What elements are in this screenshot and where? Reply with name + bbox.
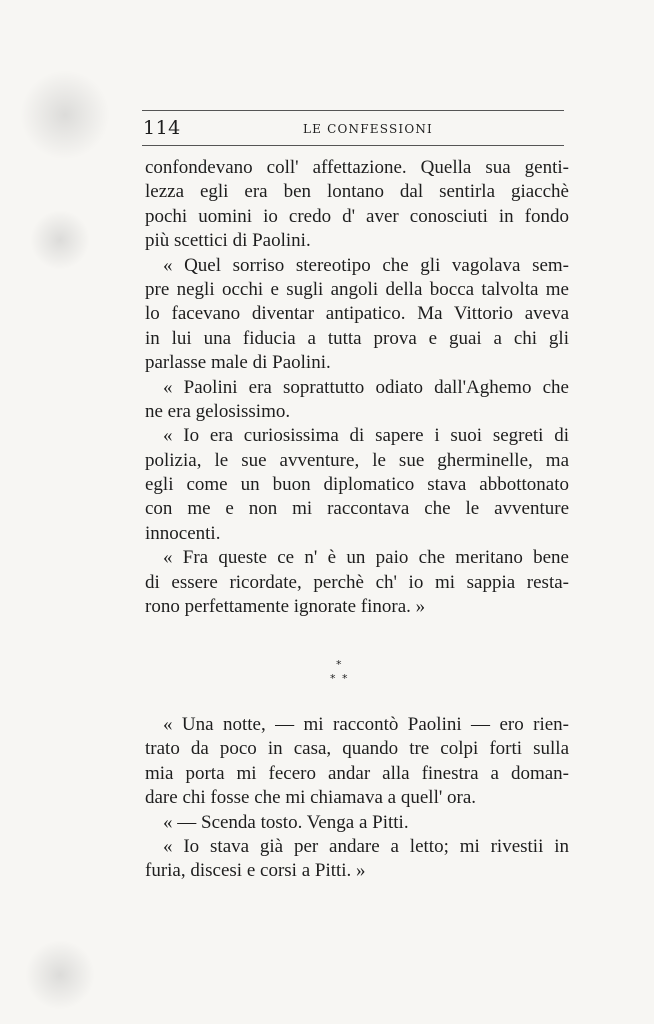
asterism-star: * <box>342 672 348 685</box>
header-top-rule <box>142 110 564 111</box>
text-line: polizia, le sue avventure, le sue gherminelle, ma <box>145 449 569 471</box>
text-line: « Quel sorriso stereotipo che gli vagolava sem- <box>163 254 569 276</box>
text-line: « Io era curiosissima di sapere i suoi segreti di <box>163 425 569 447</box>
text-line: di essere ricordate, perchè ch' io mi sappia resta- <box>145 571 569 593</box>
text-line: ne era gelosissimo. <box>145 400 291 422</box>
text-line: pre negli occhi e sugli angoli della bocca talvolta me <box>145 278 569 300</box>
text-line: più scettici di Paolini. <box>145 230 311 252</box>
text-line: « Fra queste ce n' è un paio che meritano bene <box>163 547 569 569</box>
header-bottom-rule <box>142 145 564 146</box>
text-line: con me e non mi raccontava che le avventure <box>145 498 569 520</box>
text-line: « Paolini era soprattutto odiato dall'Aghemo che <box>163 376 569 398</box>
text-line: rono perfettamente ignorate finora. » <box>145 596 426 618</box>
text-line: innocenti. <box>145 522 221 544</box>
text-line: lo facevano diventar antipatico. Ma Vittorio aveva <box>145 303 569 325</box>
text-line: confondevano coll' affettazione. Quella sua genti- <box>145 157 569 178</box>
asterism-star: * <box>336 658 342 671</box>
running-head: LE CONFESSIONI <box>303 122 433 136</box>
text-line: dare chi fosse che mi chiamava a quell' ora. <box>145 787 477 809</box>
text-line: parlasse male di Paolini. <box>145 352 331 374</box>
text-line: in lui una fiducia a tutta prova e guai a chi gli <box>145 327 569 349</box>
text-line: mia porta mi fecero andar alla finestra a doman- <box>145 762 569 784</box>
page-number: 114 <box>143 117 181 139</box>
section-asterism <box>330 658 390 692</box>
text-line: egli come un buon diplomatico stava abbottonato <box>145 474 569 496</box>
text-line: pochi uomini io credo d' aver conosciuti in fondo <box>145 205 569 227</box>
paper-stain <box>30 210 90 270</box>
paper-stain <box>25 940 95 1010</box>
text-line: « Io stava già per andare a letto; mi rivestii in <box>163 835 569 857</box>
body-text-block-2 <box>145 713 569 884</box>
text-line: « — Scenda tosto. Venga a Pitti. <box>163 811 409 833</box>
asterism-star: * <box>330 672 336 685</box>
text-line: « Una notte, — mi raccontò Paolini — ero rien- <box>163 714 569 735</box>
text-line: trato da poco in casa, quando tre colpi forti sulla <box>145 738 569 760</box>
page-header <box>143 117 565 143</box>
body-text-block-1 <box>145 156 569 619</box>
paper-stain <box>20 70 110 160</box>
text-line: furia, discesi e corsi a Pitti. » <box>145 860 366 882</box>
text-line: lezza egli era ben lontano dal sentirla giacchè <box>145 181 569 203</box>
